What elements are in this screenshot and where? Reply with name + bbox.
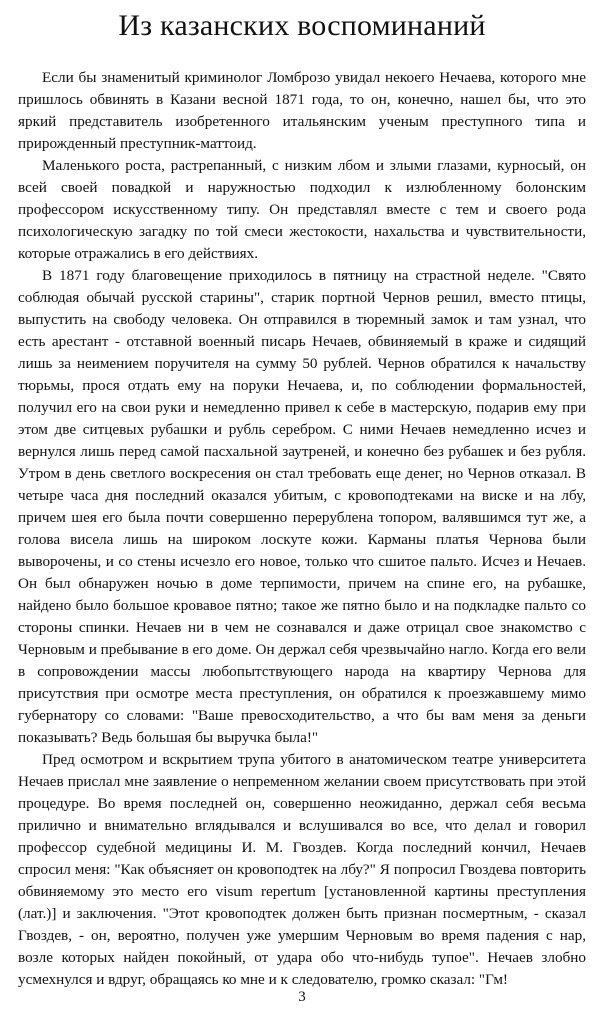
paragraph-4: Пред осмотром и вскрытием трупа убитого в анатомическом театре университета Нечаев прислал мне заявление о непременном желании своем присутствовать при этой процедуре. Во время последней он, совершенно неожиданно, держал себя весьма прилично и внимательно вглядывался и вслушивался во все, что делал и говорил профессор судебной медицины И. М. Гвоздев. Когда последний кончил, Нечаев спросил меня: "Как объясняет он кровоподтек на лбу?" Я попросил Гвоздева повторить обвиняемому это место его visum repertum [установленной картины преступления (лат.)] и заключения. "Этот кровоподтек должен быть признан посмертным, - сказал Гвоздев, - он, вероятно, получен уже умершим Черновым во время падения с нар, возле которых найден покойный, от удара обо что-нибудь тупое". Нечаев злобно усмехнулся и вдруг, обращаясь ко мне и к следователю, громко сказал: "Гм! [18, 751, 586, 988]
paragraph-1: Если бы знаменитый криминолог Ломброзо увидал некоего Нечаева, которого мне пришлось обвинять в Казани весной 1871 года, то он, конечно, нашел бы, что это яркий представитель изобретенного итальянским ученым преступного типа и прирожденный преступник-маттоид. [18, 69, 586, 152]
paragraph-2: Маленького роста, растрепанный, с низким лбом и злыми глазами, курносый, он всей своей повадкой и наружностью подходил к излюбленному болонским профессором искусственному типу. Он представлял вместе с тем и своего рода психологическую загадку по той смеси жестокости, нахальства и чувствительности, которые отражались в его действиях. [18, 157, 586, 262]
page-title: Из казанских воспоминаний [118, 9, 486, 42]
body-text [18, 67, 586, 991]
paragraph-3: В 1871 году благовещение приходилось в пятницу на страстной неделе. "Свято соблюдая обычай русской старины", старик портной Чернов решил, вместо птицы, выпустить на свободу человека. Он отправился в тюремный замок и там узнал, что есть арестант - отставной военный писарь Нечаев, обвиняемый в краже и сидящий лишь за неимением поручителя на сумму 50 рублей. Чернов обратился к начальству тюрьмы, прося отдать ему на поруки Нечаева, и, по соблюдении формальностей, получил его на свои руки и немедленно привел к себе в мастерскую, подарив ему при этом две ситцевых рубашки и рубль серебром. С ними Нечаев немедленно исчез и вернулся лишь перед самой пасхальной заутреней, и конечно без рубашек и без рубля. Утром в день светлого воскресения он стал требовать еще денег, но Чернов отказал. В четыре часа дня последний оказался убитым, с кровоподтеками на виске и на лбу, причем шея его была почти совершенно перерублена топором, валявшимся тут же, а голова висела лишь на широком лоскуте кожи. Карманы платья Чернова были выворочены, и со стены исчезло его новое, только что сшитое пальто. Исчез и Нечаев. Он был обнаружен ночью в доме терпимости, причем на спине его, на рубашке, найдено было большое кровавое пятно; такое же пятно было и на подкладке пальто со стороны спинки. Нечаев ни в чем не сознавался и даже отрицал свое знакомство с Черновым и пребывание в его доме. Он держал себя чрезвычайно нагло. Когда его вели в сопровождении массы любопытствующего народа на квартиру Чернова для присутствия при осмотре места преступления, он обратился к проезжавшему мимо губернатору со словами: "Ваше превосходительство, а что бы вам меня за деньги показывать? Ведь большая бы выручка была!" [18, 267, 586, 746]
page-number: 3 [298, 989, 306, 1005]
